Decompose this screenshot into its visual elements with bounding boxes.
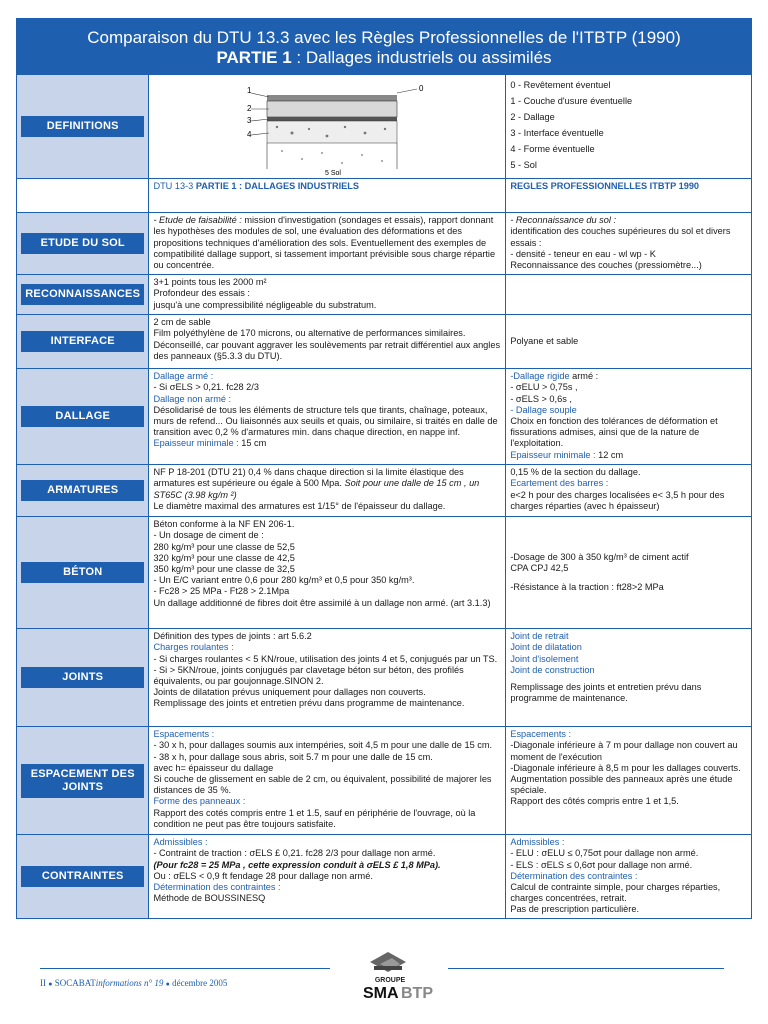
definitions-diagram-cell — [149, 75, 506, 179]
dallage-itbtp-cell: -Dallage rigide armé : - σELU > 0,75s , - σELS > 0,6s , - Dallage souple Choix en fonction des tolérances de déformation et fissurations admises, ainsi que de la nature de l'exploitation. Epaisseur minimale : 12 cm — [506, 369, 752, 465]
dallage-diagram-image — [149, 75, 501, 175]
row-column-headers — [17, 179, 752, 213]
recon-itbtp-cell — [506, 275, 752, 315]
smabtp-logo — [340, 948, 440, 1008]
beton-itbtp-cell: -Dosage de 300 à 350 kg/m³ de ciment actif CPA CPJ 42,5 -Résistance à la traction : ft28>2 MPa — [506, 517, 752, 629]
contraintes-dtu-cell: Admissibles : - Contraint de traction : σELS £ 0,21. fc28 2/3 pour dallage non armé. (Pour fc28 = 25 MPa , cette expression conduit à σELS £ 1,8 MPa). Ou : σELS < 0,9 ft fendage 28 pour dallage non armé. Détermination des contraintes : Méthode de BOUSSINESQ — [149, 835, 506, 918]
row-reconnaissances — [17, 275, 752, 315]
contraintes-itbtp-cell: Admissibles : - ELU : σELU ≤ 0,75σt pour dallage non armé. - ELS : σELS ≤ 0,6σt pour dallage non armé. Détermination des contraintes : Calcul de contrainte simple, pour charges réparties, charges concentrées, retrait. Pas de prescription particulière. — [506, 835, 752, 918]
label-etude-du-sol: ETUDE DU SOL — [21, 233, 144, 254]
footer-rule-right — [448, 968, 724, 969]
definitions-list — [506, 75, 752, 179]
diagram-label-2: 2 — [247, 104, 252, 113]
joints-itbtp-cell: Joint de retrait Joint de dilatation Joint d'isolement Joint de construction Remplissage des joints et entretien prévu dans programme de maintenance. — [506, 629, 752, 727]
definition-item: 2 - Dallage — [510, 112, 555, 122]
label-espacement: ESPACEMENT DES JOINTS — [21, 764, 144, 798]
row-etude-du-sol — [17, 213, 752, 275]
page-subtitle: PARTIE 1 : Dallages industriels ou assimilés — [216, 48, 552, 67]
diagram-label-0: 0 — [419, 84, 424, 93]
armatures-itbtp-cell: 0,15 % de la section du dallage. Ecartement des barres : e<2 h pour des charges localisées e< 3,5 h pour des charges réparties (avec h épaisseur) — [506, 465, 752, 517]
page-number: II — [40, 978, 46, 988]
row-espacement — [17, 727, 752, 835]
row-armatures — [17, 465, 752, 517]
definition-item: 3 - Interface éventuelle — [510, 128, 604, 138]
beton-dtu-cell: Béton conforme à la NF EN 206-1. - Un dosage de ciment de : 280 kg/m³ pour une classe de 52,5 320 kg/m³ pour une classe de 42,5 350 kg/m³ pour une classe de 32,5 - Un E/C variant entre 0,6 pour 280 kg/m³ et 0,5 pour 350 kg/m³. - Fc28 > 25 MPa - Ft28 > 2.1Mpa Un dallage additionné de fibres doit être assimilé à un dallage non armé. (art 3.1.3) — [149, 517, 506, 629]
espacement-dtu-cell: Espacements : - 30 x h, pour dallages soumis aux intempéries, soit 4,5 m pour une dalle de 15 cm. - 38 x h, pour dallage sous abris, soit 5.7 m pour une dalle de 15 cm. avec h= épaisseur du dallage Si couche de glissement en sable de 2 cm, ou équivalent, possibilité de majorer les distances de 35 %. Forme des panneaux : Rapport des cotés compris entre 1 et 1.5, sauf en périphérie de l'ouvrage, où la condition ne peut pas être toujours satisfaite. — [149, 727, 506, 835]
footer-rule-left — [40, 968, 330, 969]
joints-dtu-cell: Définition des types de joints : art 5.6.2 Charges roulantes : - Si charges roulantes < 5 KN/roue, utilisation des joints 4 et 5, conjugués par un TS. - Si > 5KN/roue, joints conjugués par clavetage béton sur béton, des profilés équivalents, ou par goujonnage.SINON 2. Joints de dilatation prévus uniquement pour dallages non couverts. Remplissage des joints et entretien prévu dans programme de maintenance. — [149, 629, 506, 727]
etude-dtu-cell: - Etude de faisabilité : mission d'investigation (sondages et essais), rapport donnant les hypothèses des modules de sol, une évaluation des déformations et des propositions techniques d'amélioration des sols. Eventuellement des exemples de compatibilité dallage support, si tassement important prévisible sous charge répartie ou concentrée. — [149, 213, 506, 275]
label-interface: INTERFACE — [21, 331, 144, 352]
label-beton: BÉTON — [21, 562, 144, 583]
diagram-label-4: 4 — [247, 130, 252, 139]
recon-dtu-cell: 3+1 points tous les 2000 m² Profondeur des essais : jusqu'à une compressibilité négligeable du substratum. — [149, 275, 506, 315]
publication-date: décembre 2005 — [172, 978, 228, 988]
label-contraintes: CONTRAINTES — [21, 866, 144, 887]
row-joints — [17, 629, 752, 727]
diagram-label-3: 3 — [247, 116, 252, 125]
definition-item: 0 - Revêtement éventuel — [510, 80, 611, 90]
definition-item: 1 - Couche d'usure éventuelle — [510, 96, 633, 106]
comparison-table — [16, 74, 752, 919]
svg-text:GROUPE: GROUPE — [374, 977, 406, 984]
row-dallage — [17, 369, 752, 465]
definition-item: 4 - Forme éventuelle — [510, 144, 595, 154]
header-itbtp: REGLES PROFESSIONNELLES ITBTP 1990 — [506, 179, 752, 213]
diagram-label-1: 1 — [247, 86, 252, 95]
header-dtu: DTU 13-3 PARTIE 1 : DALLAGES INDUSTRIELS — [149, 179, 506, 213]
definition-item: 5 - Sol — [510, 160, 537, 170]
label-dallage: DALLAGE — [21, 406, 144, 427]
publication-name: SOCABAT — [54, 978, 96, 988]
label-armatures: ARMATURES — [21, 480, 144, 501]
interface-dtu-cell: 2 cm de sable Film polyéthylène de 170 microns, ou alternative de performances similaires. Déconseillé, car pouvant aggraver les soulèvements par retrait différentiel aux angles des panneaux (§5.3.3 du DTU). — [149, 315, 506, 369]
row-contraintes — [17, 835, 752, 918]
label-definitions: DEFINITIONS — [21, 116, 144, 137]
comparison-page — [16, 18, 752, 929]
interface-itbtp-cell: Polyane et sable — [506, 315, 752, 369]
etude-itbtp-cell: - Reconnaissance du sol : identification des couches supérieures du sol et divers essais : - densité - teneur en eau - wl wp - K Reconnaissance des couches (pressiomètre...) — [506, 213, 752, 275]
row-interface — [17, 315, 752, 369]
footer-citation: II ● SOCABATinformations n° 19 ● décembre 2005 — [40, 978, 228, 988]
dallage-dtu-cell: Dallage armé : - Si σELS > 0,21. fc28 2/3 Dallage non armé : Désolidarisé de tous les éléments de structure tels que tirants, chaînage, poteaux, murs de refend... Ou liaisonnés aux seuils et quais, ou similaire, si traités en dalle de transition avec 0,2 % d'armatures min. dans chaque direction, en nappe inf. Epaisseur minimale : 15 cm — [149, 369, 506, 465]
diagram-label-sol: 5 Sol — [325, 170, 342, 175]
label-joints: JOINTS — [21, 667, 144, 688]
row-definitions — [17, 75, 752, 179]
armatures-dtu-cell: NF P 18-201 (DTU 21) 0,4 % dans chaque direction si la limite élastique des armatures est supérieure ou égale à 500 Mpa. Soit pour une dalle de 15 cm , un ST65C (3.98 kg/m ²) Le diamètre maximal des armatures est 1/15° de l'épaisseur du dallage. — [149, 465, 506, 517]
row-beton — [17, 517, 752, 629]
page-title: Comparaison du DTU 13.3 avec les Règles Professionnelles de l'ITBTP (1990) — [87, 28, 681, 47]
espacement-itbtp-cell: Espacements : -Diagonale inférieure à 7 m pour dallage non couvert au moment de l'exécution -Diagonale inférieure à 8,5 m pour les dallages couverts. Augmentation possible des panneaux après une étude spéciale. Rapport des côtés compris entre 1 et 1,5. — [506, 727, 752, 835]
svg-text:BTP: BTP — [401, 985, 433, 1002]
title-banner — [16, 18, 752, 74]
svg-text:SMA: SMA — [363, 985, 399, 1002]
label-reconnaissances: RECONNAISSANCES — [21, 284, 144, 305]
